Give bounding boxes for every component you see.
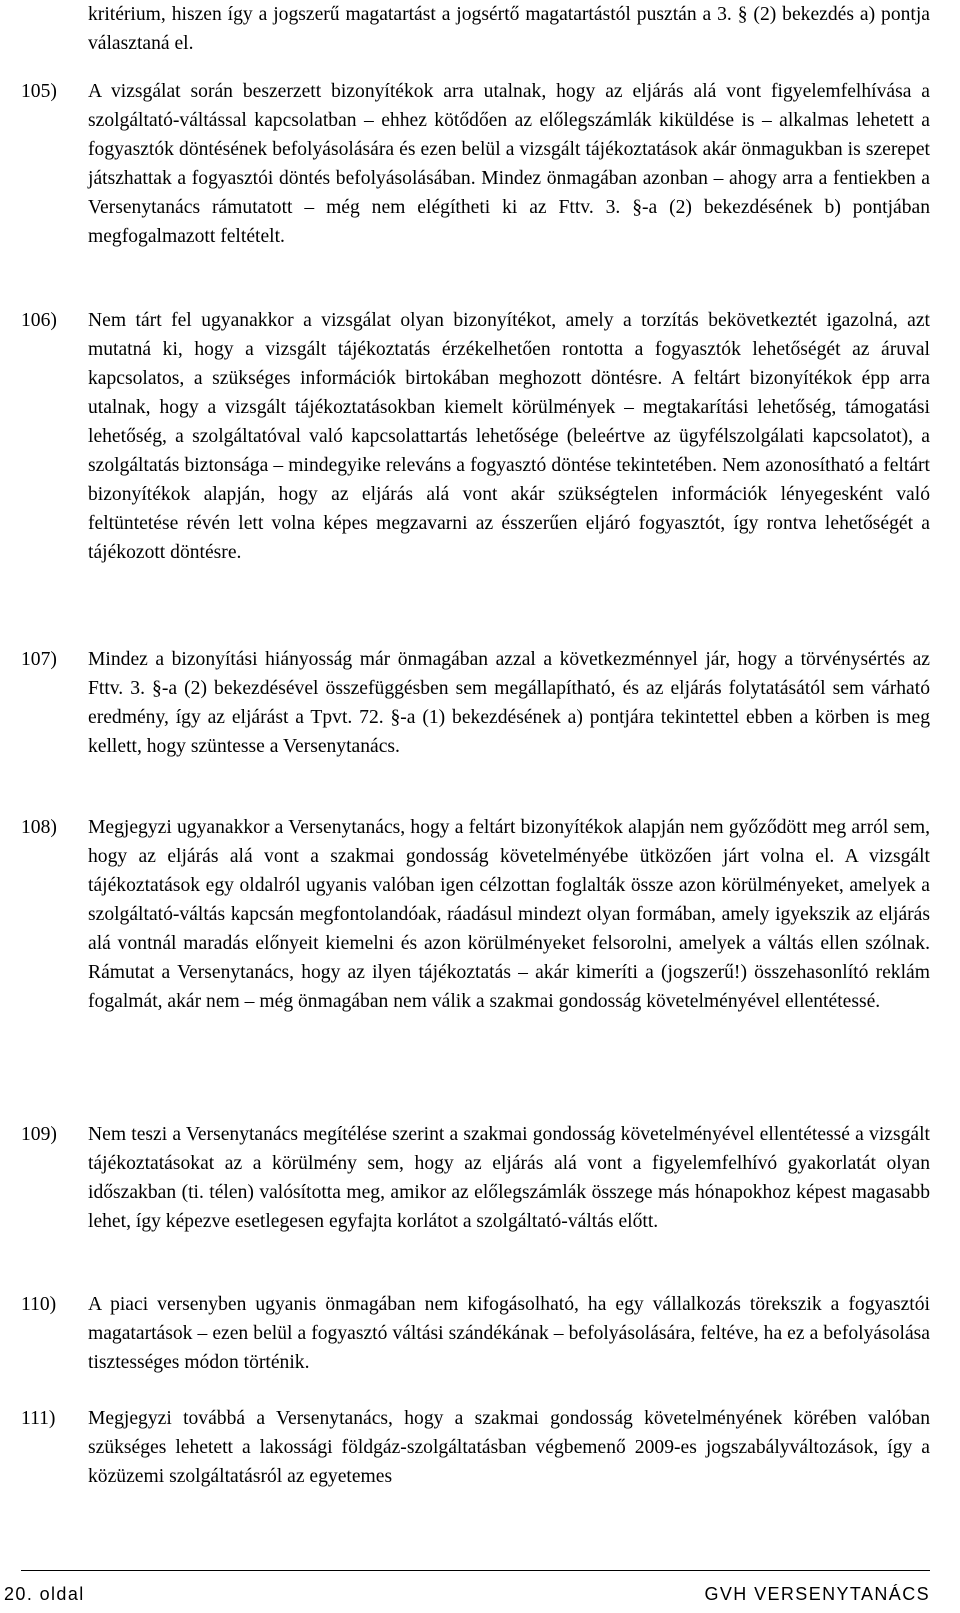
paragraph-text: Megjegyzi továbbá a Versenytanács, hogy a szakmai gondosság követelményének körében valóban szükséges lehetett a lakossági földgáz-szolgáltatásban végbemenő 2009-es jogszabályváltozások, így a közüzemi szolgáltatásról az egyetemes xyxy=(88,1408,930,1487)
paragraph-number: 110) xyxy=(21,1294,57,1315)
paragraph-number: 107) xyxy=(21,649,57,670)
paragraph-text: Nem tárt fel ugyanakkor a vizsgálat olyan bizonyítékot, amely a torzítás bekövetkeztét igazolná, azt mutatná ki, hogy a vizsgált tájékoztatás érzékelhetően rontotta a fogyasztók lehetőségét az áruval kapcsolatos, a szükséges információk birtokában meghozott döntésre. A feltárt bizonyítékok épp arra utalnak, hogy a vizsgált tájékoztatásokban kiemelt körülmények – megtakarítási lehetőség, támogatási lehetőség, a szolgáltatóval való kapcsolattartás lehetősége (beleértve az ügyfélszolgálati kapcsolatot), a szolgáltatás biztonsága – mindegyike releváns a fogyasztó döntése tekintetében. Nem azonosítható a feltárt bizonyítékok alapján, hogy az eljárás alá vont akár szükségtelen információk lényegesként való feltüntetése révén lett volna képes megzavarni az ésszerűen eljáró fogyasztót, így rontva lehetőségét a tájékozott döntésre. xyxy=(88,310,930,563)
page-number: 20. oldal xyxy=(4,1584,85,1604)
paragraph-number: 111) xyxy=(21,1408,56,1429)
footer-divider xyxy=(21,1570,930,1571)
paragraph-text: A piaci versenyben ugyanis önmagában nem kifogásolható, ha egy vállalkozás törekszik a fogyasztói magatartások – ezen belül a fogyasztó váltási szándékának – befolyásolására, feltéve, ha ez a befolyásolása tisztességes módon történik. xyxy=(88,1294,930,1373)
paragraph-text: A vizsgálat során beszerzett bizonyítékok arra utalnak, hogy az eljárás alá vont figyelemfelhívása a szolgáltató-váltással kapcsolatban – ehhez kötődően az előlegszámlák kiküldése is – alkalmas lehetett a fogyasztók döntésének befolyásolására és ezen belül a vizsgált tájékoztatások akár önmagukban is szerepet játszhattak a fogyasztói döntés befolyásolásában. Mindez önmagában azonban – ahogy arra a fentiekben a Versenytanács rámutatott – még nem elégítheti ki az Fttv. 3. §-a (2) bekezdésének b) pontjában megfogalmazott feltételt. xyxy=(88,81,930,247)
publisher-name: GVH VERSENYTANÁCS xyxy=(704,1584,930,1604)
paragraph-text: Mindez a bizonyítási hiányosság már önmagában azzal a következménnyel jár, hogy a törvénysértés az Fttv. 3. §-a (2) bekezdésével összefüggésben sem megállapítható, és az eljárás folytatásától sem várható eredmény, így az eljárást a Tpvt. 72. §-a (1) bekezdésének a) pontjára tekintettel ebben a körben is meg kellett, hogy szüntesse a Versenytanács. xyxy=(88,649,930,757)
continuation-text: kritérium, hiszen így a jogszerű magatartást a jogsértő magatartástól pusztán a 3. § (2) bekezdés a) pontja választaná el. xyxy=(88,4,930,54)
paragraph-number: 105) xyxy=(21,81,57,102)
paragraph-number: 108) xyxy=(21,817,57,838)
paragraph-text: Nem teszi a Versenytanács megítélése szerint a szakmai gondosság követelményével ellentétessé a vizsgált tájékoztatásokat az a körülmény sem, hogy az eljárás alá vont a figyelemfelhívó gyakorlatát olyan időszakban (ti. télen) valósította meg, amikor az előlegszámlák összege más hónapokhoz képest magasabb lehet, így képezve esetlegesen egyfajta korlátot a szolgáltató-váltás előtt. xyxy=(88,1124,930,1232)
paragraph-text: Megjegyzi ugyanakkor a Versenytanács, hogy a feltárt bizonyítékok alapján nem győződött meg arról sem, hogy az eljárás alá vont a szakmai gondosság követelményébe ütközően járt volna el. A vizsgált tájékoztatások egy oldalról ugyanis valóban igen célzottan foglalták össze azon körülményeket, amelyek a szolgáltató-váltás kapcsán megfontolandóak, ráadásul mindezt olyan formában, amely igyekszik az eljárás alá vontnál maradás előnyeit kiemelni és azon körülményeket felsorolni, amelyek a váltás ellen szólnak. Rámutat a Versenytanács, hogy az ilyen tájékoztatás – akár kimeríti a (jogszerű!) összehasonlító reklám fogalmát, akár nem – még önmagában nem válik a szakmai gondosság követelményével ellentétessé. xyxy=(88,817,930,1012)
paragraph-number: 109) xyxy=(21,1124,57,1145)
paragraph-number: 106) xyxy=(21,310,57,331)
